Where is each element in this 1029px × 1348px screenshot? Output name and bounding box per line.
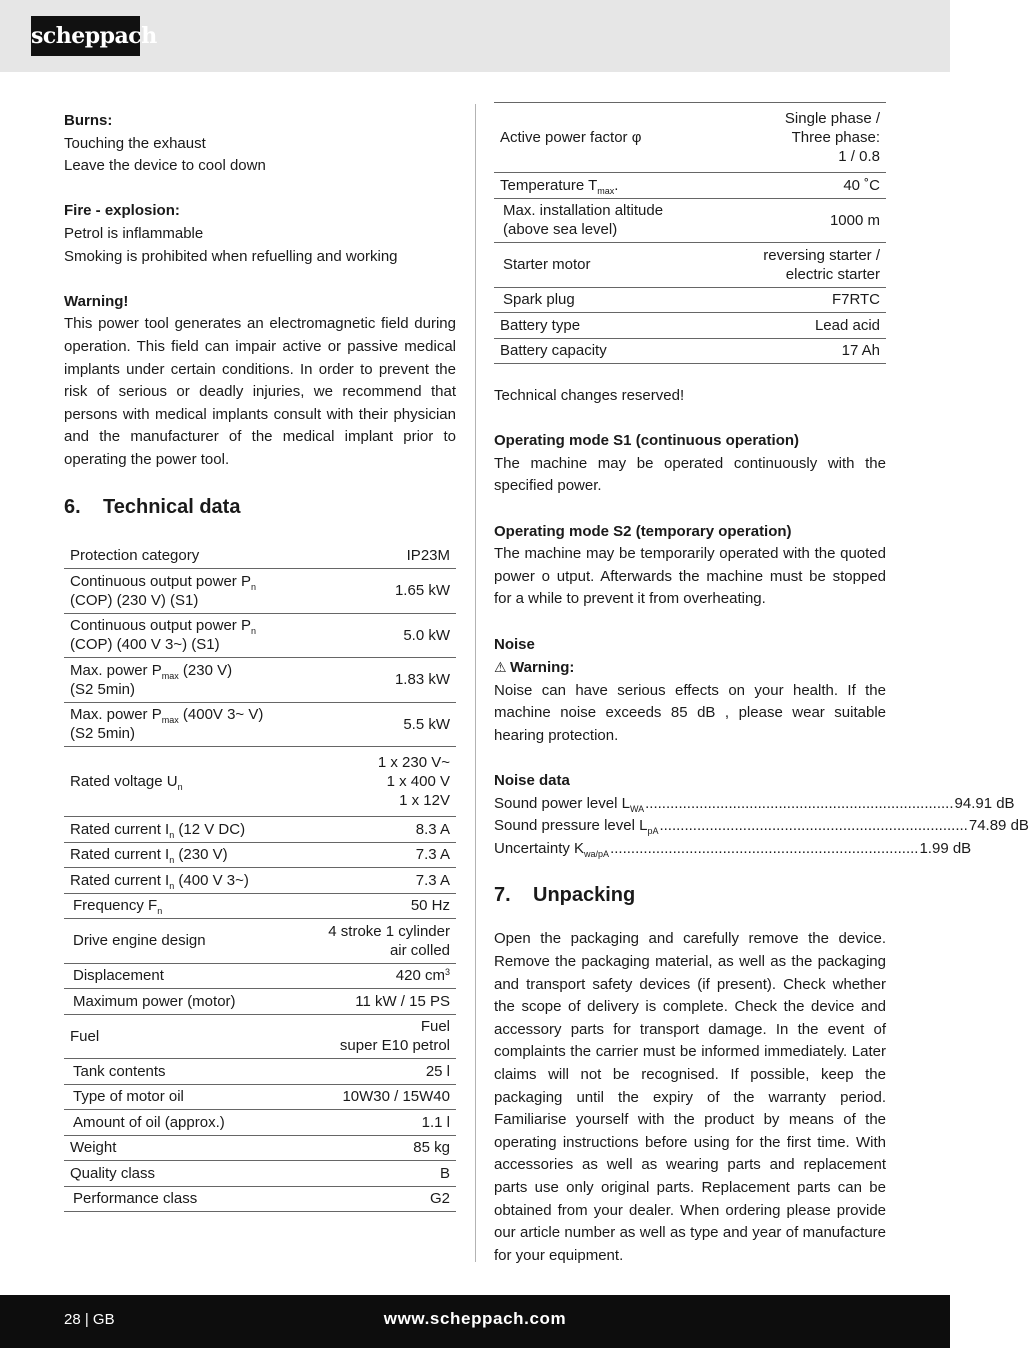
spec-value: 1.83 kW <box>301 658 456 703</box>
noise-title: Noise <box>494 635 535 653</box>
burns-title: Burns: <box>64 112 113 129</box>
spec-subscript: n <box>177 782 183 793</box>
spec-label: Quality class <box>70 1164 156 1182</box>
spec-value: reversing starter / <box>763 246 880 264</box>
table-row <box>64 868 456 894</box>
s1-block <box>494 430 886 498</box>
noise-data-block <box>494 770 1029 860</box>
noise-data-row <box>494 815 1029 838</box>
spec-value: 7.3 A <box>301 868 456 894</box>
noise-data-title: Noise data <box>494 772 570 790</box>
spec-value: 1000 m <box>720 198 886 243</box>
spec-value: B <box>301 1161 456 1187</box>
table-row <box>494 287 886 313</box>
spec-label: Rated current I <box>70 820 170 838</box>
noise-block <box>494 634 886 748</box>
table-row <box>64 747 456 817</box>
left-column <box>64 110 456 1212</box>
section-7-title: Unpacking <box>533 884 636 907</box>
table-row <box>64 919 456 964</box>
spec-label: Max. power P <box>70 706 162 724</box>
table-row <box>64 1161 456 1187</box>
noise-value: 1.99 dB <box>919 839 972 857</box>
dot-leader: .......................................................................... <box>659 817 968 835</box>
noise-data-row <box>494 793 1015 816</box>
spec-value: 25 l <box>301 1059 456 1085</box>
fire-line: Smoking is prohibited when refuelling and working <box>64 247 398 265</box>
spec-subscript: n <box>250 581 256 592</box>
spec-label: Fuel <box>70 1027 100 1045</box>
s1-title: Operating mode S1 (continuous operation) <box>494 432 800 450</box>
warning-text: This power tool generates an electromagnetic field during operation. This field can impair active or passive medical implants under certain conditions. In order to prevent the risk of serious or deadly injuries, we recommend that persons with medical implants consult with their physician and the manufacturer of the medical implant prior to operating the power tool. <box>64 315 456 468</box>
noise-value: 74.89 dB <box>968 817 1029 835</box>
spec-label: (400 V 3~) <box>174 871 249 889</box>
spec-label: Protection category <box>70 547 200 565</box>
spec-label: (S2 5min) <box>70 725 136 743</box>
section-6-heading <box>64 494 456 520</box>
technical-data-table-continued <box>494 102 886 364</box>
spec-label: Rated voltage U <box>70 773 178 791</box>
spec-label: (230 V) <box>174 846 228 864</box>
spec-label: (COP) (400 V 3~) (S1) <box>70 636 220 654</box>
spec-label: Performance class <box>73 1190 198 1208</box>
spec-superscript: 3 <box>444 967 450 978</box>
table-row <box>64 543 456 569</box>
spec-value: F7RTC <box>720 287 886 313</box>
column-divider <box>475 104 476 1262</box>
spec-subscript: max <box>161 715 179 726</box>
noise-subscript: wa/pA <box>584 848 610 859</box>
table-row <box>64 569 456 614</box>
spec-value: 7.3 A <box>301 842 456 868</box>
spec-value: 1.1 l <box>301 1110 456 1136</box>
table-row <box>494 313 886 339</box>
spec-label: Starter motor <box>503 256 591 274</box>
section-6-number: 6. <box>64 496 81 519</box>
table-row <box>64 1186 456 1212</box>
section-7-heading <box>494 882 886 908</box>
warning-triangle-icon: ⚠ <box>494 659 507 676</box>
table-row <box>494 103 886 173</box>
page-number: 28 | GB <box>64 1311 115 1328</box>
spec-value: 40 ˚C <box>720 173 886 199</box>
table-row <box>64 613 456 658</box>
s2-title: Operating mode S2 (temporary operation) <box>494 522 792 540</box>
spec-value: 1 x 12V <box>399 792 450 810</box>
noise-label: Sound power level L <box>494 794 630 812</box>
spec-value: 8.3 A <box>301 817 456 843</box>
spec-value: 5.5 kW <box>301 702 456 747</box>
noise-label: Sound pressure level L <box>494 817 648 835</box>
table-row <box>64 963 456 989</box>
table-row <box>64 817 456 843</box>
spec-value: 1 / 0.8 <box>838 148 880 165</box>
spec-label: Spark plug <box>503 291 575 309</box>
fire-title: Fire - explosion: <box>64 202 180 220</box>
spec-value: 1.65 kW <box>301 569 456 614</box>
table-row <box>64 702 456 747</box>
spec-label: Drive engine design <box>73 932 206 950</box>
spec-subscript: n <box>157 906 163 917</box>
warning-title: Warning! <box>64 292 129 310</box>
noise-subscript: WA <box>629 803 645 814</box>
spec-value: 10W30 / 15W40 <box>301 1084 456 1110</box>
spec-label: Battery capacity <box>500 342 607 360</box>
spec-label: Rated current I <box>70 846 170 864</box>
noise-label: Uncertainty K <box>494 839 585 857</box>
spec-label: (400V 3~ V) <box>178 706 264 724</box>
spec-label: Rated current I <box>70 871 170 889</box>
spec-value: G2 <box>301 1186 456 1212</box>
s1-text: The machine may be operated continuously with the specified power. <box>494 454 886 495</box>
spec-value: electric starter <box>785 265 880 283</box>
table-row <box>64 893 456 919</box>
noise-text: Noise can have serious effects on your health. If the machine noise exceeds 85 dB , please wear suitable hearing protection. <box>494 681 886 744</box>
spec-label: (230 V) <box>178 661 233 679</box>
spec-label: (12 V DC) <box>174 820 246 838</box>
burns-block <box>64 110 456 178</box>
spec-label: Max. power P <box>70 661 162 679</box>
technical-changes-note: Technical changes reserved! <box>494 387 685 404</box>
table-row <box>494 173 886 199</box>
spec-subscript: n <box>169 855 175 866</box>
dot-leader: .......................................................................... <box>645 794 954 812</box>
spec-value: 420 cm <box>395 967 445 985</box>
spec-label: Max. installation altitude <box>503 202 664 220</box>
spec-subscript: n <box>169 829 175 840</box>
fire-line: Petrol is inflammable <box>64 224 204 242</box>
noise-data-row <box>494 838 972 861</box>
table-row <box>64 658 456 703</box>
changes-block <box>494 385 886 408</box>
spec-value: 11 kW / 15 PS <box>301 989 456 1015</box>
burns-line: Leave the device to cool down <box>64 157 266 175</box>
spec-label: Continuous output power P <box>70 572 251 590</box>
unpacking-text: Open the packaging and carefully remove the device. Remove the packaging material, as well as the packaging and transport safety devices (if present). Check whether the scope of delivery is complete. Check the device and accessory parts for transport damage. In the event of complaints the carrier must be informed immediately. Later claims will not be recognised. If possible, keep the packaging until the expiry of the warranty period. Familiarise yourself with the product by means of the operating instructions before using for the first time. With accessories as well as wearing parts and replacement parts use only original parts. Replacement parts can be obtained from your dealer. When ordering please provide our article number as well as type and year of manufacture for your equipment. <box>494 930 886 1264</box>
spec-label: Maximum power (motor) <box>73 992 236 1010</box>
spec-value: 85 kg <box>301 1135 456 1161</box>
table-row <box>64 1084 456 1110</box>
table-row <box>64 1135 456 1161</box>
spec-label: Tank contents <box>73 1062 166 1080</box>
spec-label: (above sea level) <box>503 221 618 239</box>
table-row <box>494 243 886 288</box>
spec-label: Temperature T <box>500 176 598 194</box>
spec-label: Continuous output power P <box>70 617 251 635</box>
spec-value: 50 Hz <box>301 893 456 919</box>
spec-label: Active power factor φ <box>500 129 642 146</box>
spec-label: Weight <box>70 1139 117 1157</box>
spec-value: IP23M <box>301 543 456 569</box>
spec-value: 4 stroke 1 cylinder <box>328 922 450 940</box>
spec-label: Amount of oil (approx.) <box>73 1113 225 1131</box>
spec-label: (S2 5min) <box>70 680 136 698</box>
fire-block <box>64 200 456 268</box>
spec-value: Fuel <box>420 1018 450 1036</box>
spec-subscript: max <box>161 670 179 681</box>
s2-block <box>494 521 886 611</box>
spec-value: Three phase: <box>791 129 880 146</box>
section-6-title: Technical data <box>103 496 241 519</box>
spec-value: Lead acid <box>720 313 886 339</box>
table-row <box>494 338 886 364</box>
s2-text: The machine may be temporarily operated with the quoted power o utput. Afterwards the machine must be stopped for a while to prevent it from overheating. <box>494 545 886 608</box>
noise-value: 94.91 dB <box>954 794 1015 812</box>
spec-value: 1 x 230 V~ <box>377 754 450 772</box>
table-row <box>64 989 456 1015</box>
spec-label: Type of motor oil <box>73 1088 184 1106</box>
spec-value: 17 Ah <box>720 338 886 364</box>
spec-value: 1 x 400 V <box>386 773 450 791</box>
noise-warning-title: Warning: <box>510 659 575 677</box>
dot-leader: .......................................................................... <box>610 839 919 857</box>
noise-subscript: pA <box>647 826 659 837</box>
spec-value: super E10 petrol <box>339 1037 450 1055</box>
spec-subscript: n <box>250 626 256 637</box>
table-row <box>64 1014 456 1059</box>
technical-data-table <box>64 543 456 1212</box>
burns-line: Touching the exhaust <box>64 134 206 152</box>
page-header <box>0 0 950 72</box>
scheppach-logo: scheppach <box>31 16 140 56</box>
website-link[interactable]: www.scheppach.com <box>383 1309 567 1328</box>
table-row <box>64 842 456 868</box>
spec-value: air colled <box>389 941 450 959</box>
section-7-number: 7. <box>494 884 511 907</box>
spec-label: Battery type <box>500 316 581 334</box>
spec-subscript: n <box>169 880 175 891</box>
spec-value: Single phase / <box>784 110 880 127</box>
page-footer <box>0 1295 950 1348</box>
table-row <box>64 1110 456 1136</box>
spec-value: 5.0 kW <box>301 613 456 658</box>
spec-label: (COP) (230 V) (S1) <box>70 591 199 609</box>
right-column <box>494 102 1029 1267</box>
spec-label: . <box>614 176 619 194</box>
table-row <box>64 1059 456 1085</box>
warning-block <box>64 291 456 472</box>
table-row <box>494 198 886 243</box>
spec-label: Frequency F <box>73 897 158 915</box>
spec-label: Displacement <box>73 967 164 985</box>
spec-subscript: max <box>597 185 615 196</box>
